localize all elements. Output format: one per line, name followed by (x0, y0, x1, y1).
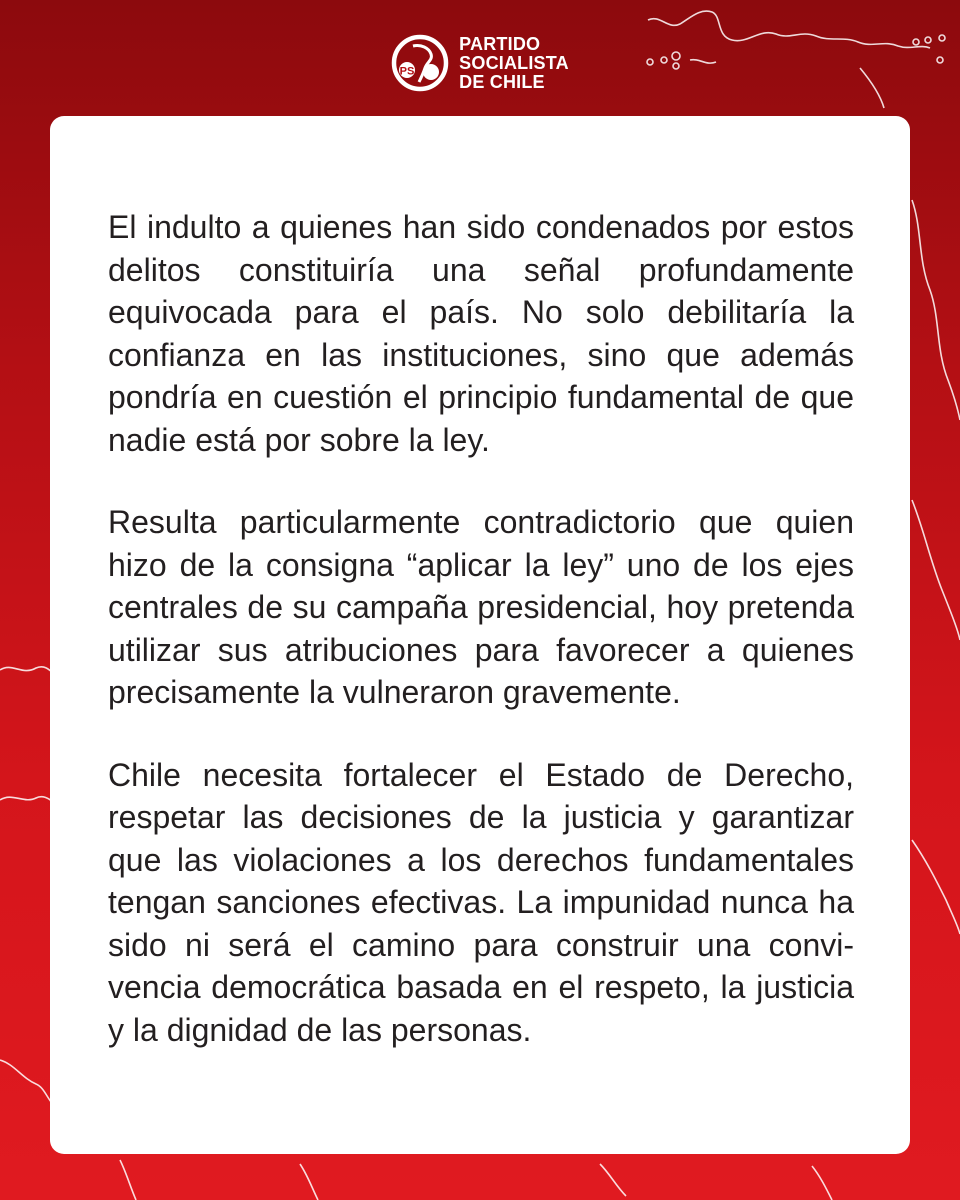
statement-paragraph-2: Resulta particularmente contradictorio que quien hizo de la consigna “aplicar la ley” uno de los ejes centrales de su campaña presidencial, hoy pretenda utilizar sus atribuciones para favorecer a quienes precisamente la vulneraron gravemente. (108, 504, 854, 710)
statement-card (50, 116, 910, 1154)
emblem-lettering-p: PS (399, 65, 415, 78)
brand-line-2: SOCIALISTA (459, 52, 569, 73)
statement-paragraph-3: Chile necesita fortalecer el Estado de Derecho, respetar las decisiones de la justicia y garantizar que las violaciones a los derechos fundamentales tengan sanciones efectivas. La impunidad nunca ha sido ni será el camino para construir una convivencia democrática basada en el respeto, la justicia y la dignidad de las personas. (108, 756, 854, 1048)
brand-logo (391, 34, 569, 92)
brand-line-1: PARTIDO (459, 33, 541, 54)
ps-emblem-icon (391, 34, 449, 92)
brand-line-3: DE CHILE (459, 71, 545, 92)
brand-header (0, 30, 960, 96)
brand-name (459, 35, 569, 92)
statement-paragraph-1: El indulto a quienes han sido condenados por estos delitos constituiría una señal profundamente equivocada para el país. No solo debilitaría la confianza en las instituciones, sino que además pondría en cuestión el principio fundamental de que nadie está por sobre la ley. (108, 209, 854, 458)
